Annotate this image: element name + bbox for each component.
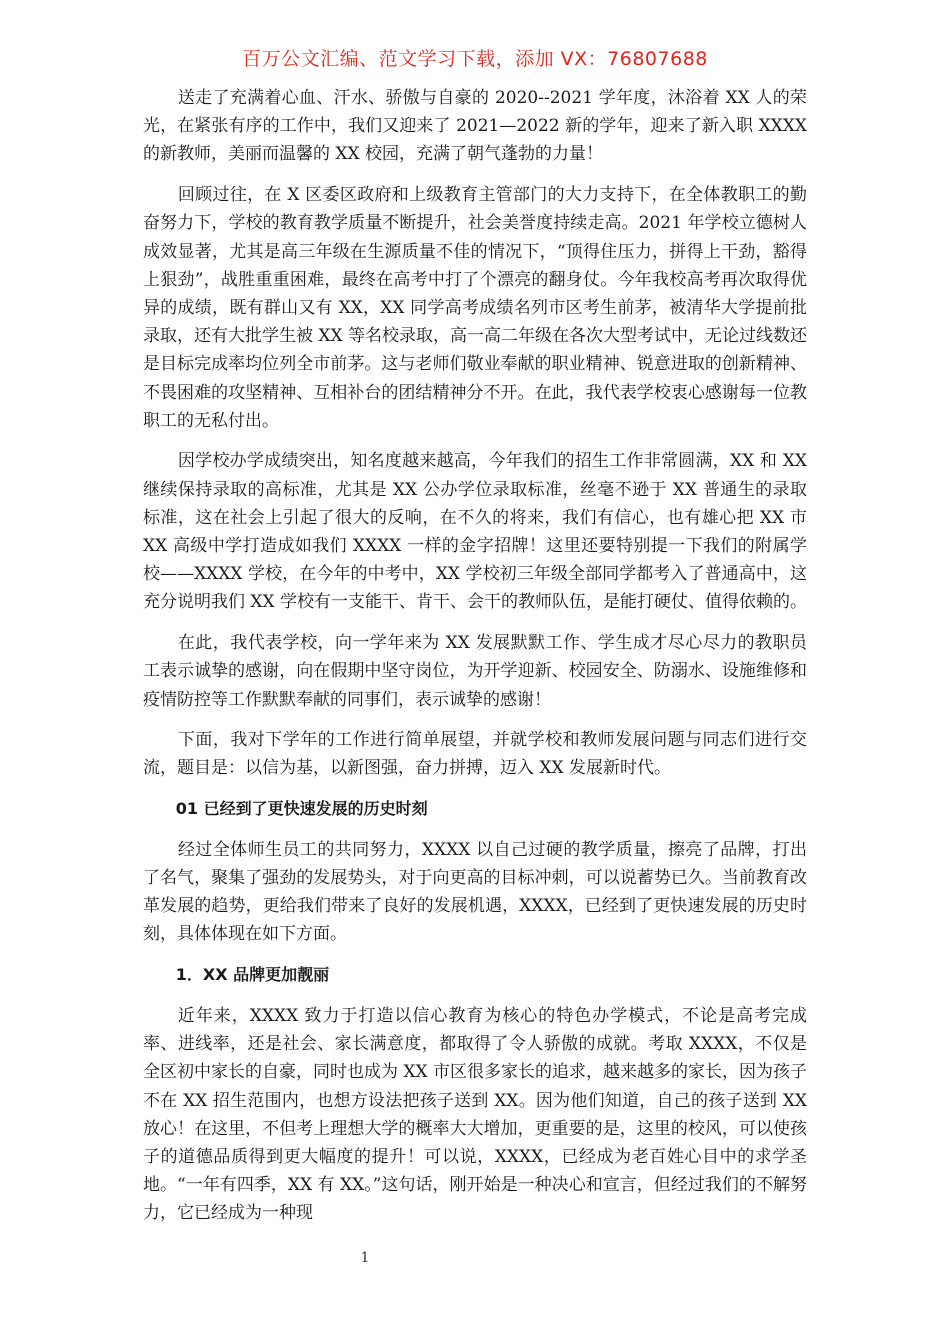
- paragraph-thanks: 在此，我代表学校，向一学年来为 XX 发展默默工作、学生成才尽心尽力的教职员工表示诚挚的感谢，向在假期中坚守岗位，为开学迎新、校园安全、防溺水、设施维修和疫情防控等工作默默奉献的同事们，表示诚挚的感谢！: [143, 633, 807, 710]
- paragraph-brand: 近年来，XXXX 致力于打造以信心教育为核心的特色办学模式，不论是高考完成率、进线率，还是社会、家长满意度，都取得了令人骄傲的成就。考取 XXXX，不仅是全区初中家长的自豪，同时也成为 XX 市区很多家长的追求，越来越多的家长，因为孩子不在 XX 招生范围内，也想方设法把孩子送到 XX。因为他们知道，自己的孩子送到 XX 放心！在这里，不但考上理想大学的概率大大增加，更重要的是，这里的校风，可以使孩子的道德品质得到更大幅度的提升！可以说，XXXX，已经成为老百姓心目中的求学圣地。“一年有四季，XX 有 XX。”这句话，刚开始是一种决心和宣言，但经过我们的不解努力，它已经成为一种现: [143, 1005, 808, 1224]
- paragraph-opening: 送走了充满着心血、汗水、骄傲与自豪的 2020--2021 学年度，沐浴着 XX 人的荣光，在紧张有序的工作中，我们又迎来了 2021—2022 新的学年，迎来了新入职 XXXX 的新教师，美丽而温馨的 XX 校园，充满了朝气蓬勃的力量！: [143, 88, 807, 165]
- promo-banner: 百万公文汇编、范文学习下载，添加 VX：76807688: [242, 48, 708, 70]
- document-body: [143, 84, 807, 1240]
- paragraph-enrollment: 因学校办学成绩突出，知名度越来越高，今年我们的招生工作非常圆满，XX 和 XX 继续保持录取的高标准，尤其是 XX 公办学位录取标准，丝毫不逊于 XX 普通生的录取标准，这在社会上引起了很大的反响，在不久的将来，我们有信心，也有雄心把 XX 市 XX 高级中学打造成如我们 XXXX 一样的金字招牌！这里还要特别提一下我们的附属学校——XXXX 学校，在今年的中考中，XX 学校初三年级全部同学都考入了普通高中，这充分说明我们 XX 学校有一支能干、肯干、会干的教师队伍，是能打硬仗、值得依赖的。: [143, 451, 808, 613]
- paragraph-review: 回顾过往，在 X 区委区政府和上级教育主管部门的大力支持下，在全体教职工的勤奋努力下，学校的教育教学质量不断提升，社会美誉度持续走高。2021 年学校立德树人成效显著，尤其是高三年级在生源质量不佳的情况下，“顶得住压力，拼得上干劲，豁得上狠劲”，战胜重重困难，最终在高考中打了个漂亮的翻身仗。今年我校高考再次取得优异的成绩，既有群山又有 XX，XX 同学高考成绩名列市区考生前茅，被清华大学提前批录取，还有大批学生被 XX 等名校录取，高一高二年级在各次大型考试中，无论过线数还是目标完成率均位列全市前茅。这与老师们敬业奉献的职业精神、锐意进取的创新精神、不畏困难的攻坚精神、互相补台的团结精神分不开。在此，我代表学校衷心感谢每一位教职工的无私付出。: [143, 185, 808, 431]
- page-number: 1: [360, 1250, 370, 1266]
- subsection-heading: 1．XX 品牌更加靓丽: [175, 965, 330, 985]
- paragraph-outlook: 下面，我对下学年的工作进行简单展望，并就学校和教师发展问题与同志们进行交流，题目是：以信为基，以新图强，奋力拼搏，迈入 XX 发展新时代。: [143, 730, 807, 779]
- paragraph-section-intro: 经过全体师生员工的共同努力，XXXX 以自己过硬的教学质量，擦亮了品牌，打出了名气，聚集了强劲的发展势头，对于向更高的目标冲刺，可以说蓄势已久。当前教育改革发展的趋势，更给我们带来了良好的发展机遇，XXXX，已经到了更快速发展的历史时刻，具体体现在如下方面。: [143, 839, 807, 945]
- section-heading: 01 已经到了更快速发展的历史时刻: [175, 799, 428, 819]
